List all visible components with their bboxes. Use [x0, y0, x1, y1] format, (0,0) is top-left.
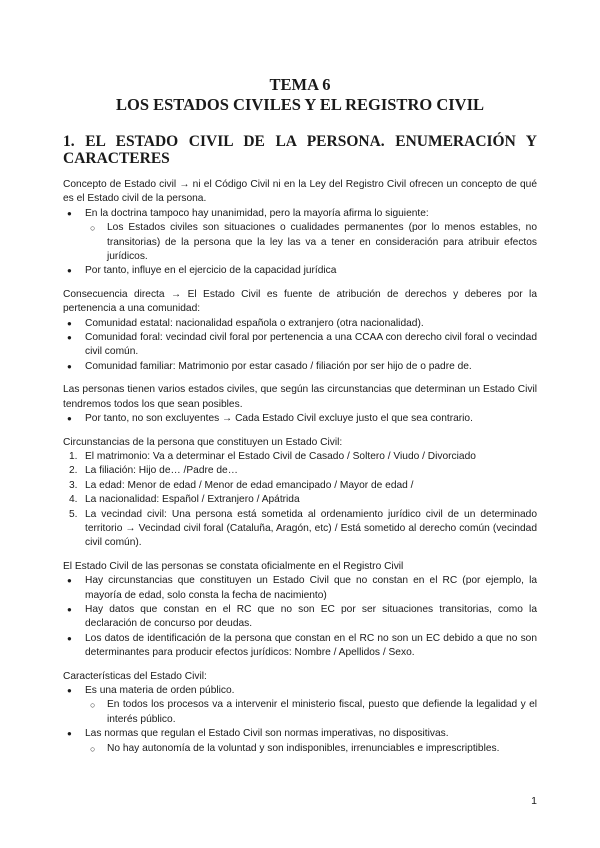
bullet-list — [63, 317, 537, 375]
document-body — [63, 178, 537, 765]
sub-list-item: ○ Los Estados civiles son situaciones o cualidades permanentes (por lo menos estables, no transitorias) de la persona que la ley las va a tener en consideración para atribuir efectos jurídicos. — [85, 221, 537, 264]
list-item: ● Por tanto, no son excluyentes → Cada Estado Civil excluye justo el que sea contrario. — [63, 412, 537, 426]
bullet-list — [63, 207, 537, 279]
numbered-item: 3. La edad: Menor de edad / Menor de edad emancipado / Mayor de edad / — [69, 479, 414, 491]
paragraph: Concepto de Estado civil → ni el Código Civil ni en la Ley del Registro Civil ofrecen un concepto de qué es el Estado civil de la persona. — [63, 179, 537, 205]
consecuencia-block — [63, 288, 537, 374]
list-item: ● Por tanto, influye en el ejercicio de la capacidad jurídica — [63, 264, 537, 278]
bullet-list — [63, 574, 537, 660]
registro-block — [63, 560, 537, 661]
numbered-item: 2. La filiación: Hijo de… /Padre de… — [69, 465, 238, 477]
numbered-item: 1. El matrimonio: Va a determinar el Estado Civil de Casado / Soltero / Viudo / Divorciado — [69, 450, 476, 462]
list-item: ● Es una materia de orden público. ○ En todos los procesos va a intervenir el ministerio fiscal, puesto que defiende la legalidad y el interés público. — [63, 684, 537, 727]
paragraph: El Estado Civil de las personas se constata oficialmente en el Registro Civil — [63, 560, 404, 572]
list-item: ● Comunidad foral: vecindad civil foral por pertenencia a una CCAA con derecho civil foral o vecindad civil común. — [63, 331, 537, 360]
paragraph: Características del Estado Civil: — [63, 670, 207, 682]
list-item: ● Las normas que regulan el Estado Civil son normas imperativas, no dispositivas. ○ No hay autonomía de la voluntad y son indisponibles, irrenunciables e imprescriptibles. — [63, 727, 537, 756]
sub-bullet-list — [85, 698, 537, 727]
concepto-block — [63, 178, 537, 279]
sub-bullet-list — [85, 221, 537, 264]
numbered-list — [63, 450, 537, 551]
page-number: 1 — [531, 795, 537, 807]
bullet-list — [63, 412, 537, 426]
list-item: ● Hay circunstancias que constituyen un Estado Civil que no constan en el RC (por ejemplo, la mayoría de edad, solo consta la fecha de nacimiento) — [63, 574, 537, 603]
list-item: ● Hay datos que constan en el RC que no son EC por ser situaciones transitorias, como la declaración de concurso por deudas. — [63, 603, 537, 632]
bullet-list — [63, 684, 537, 756]
numbered-item: 5. La vecindad civil: Una persona está sometida al ordenamiento jurídico civil de un determinado territorio → Vecindad civil foral (Cataluña, Aragón, etc) / Está sometido al derecho común (vecindad civil común). — [69, 508, 537, 549]
sub-bullet-list — [85, 742, 537, 756]
list-item: ● Los datos de identificación de la persona que constan en el RC no son un EC debido a que no son determinantes para producir efectos jurídicos: Nombre / Apellidos / Sexo. — [63, 632, 537, 661]
document-title — [0, 75, 600, 115]
paragraph: Las personas tienen varios estados civiles, que según las circunstancias que determinan un Estado Civil tendremos todos los que sean posibles. — [63, 384, 537, 410]
paragraph: Circunstancias de la persona que constituyen un Estado Civil: — [63, 436, 343, 448]
sub-list-item: ○ No hay autonomía de la voluntad y son indisponibles, irrenunciables e imprescriptibles. — [85, 742, 537, 756]
title-line-1: TEMA 6 — [269, 75, 331, 94]
circunstancias-block — [63, 436, 537, 551]
section-heading: 1. EL ESTADO CIVIL DE LA PERSONA. ENUMERACIÓN Y CARACTERES — [63, 133, 537, 167]
list-item: ● En la doctrina tampoco hay unanimidad, pero la mayoría afirma lo siguiente: ○ Los Estados civiles son situaciones o cualidades permanentes (por lo menos estables, no transitorias) de la persona que la ley las va a tener en consideración para atribuir efectos jurídicos. — [63, 207, 537, 265]
paragraph: Consecuencia directa → El Estado Civil es fuente de atribución de derechos y deberes por la pertenencia a una comunidad: — [63, 288, 537, 315]
list-item: ● Comunidad familiar: Matrimonio por estar casado / filiación por ser hijo de o padre de. — [63, 360, 537, 374]
numbered-item: 4. La nacionalidad: Español / Extranjero / Apátrida — [69, 494, 300, 506]
varios-block — [63, 383, 537, 426]
title-line-2: LOS ESTADOS CIVILES Y EL REGISTRO CIVIL — [115, 95, 484, 114]
sub-list-item: ○ En todos los procesos va a intervenir el ministerio fiscal, puesto que defiende la legalidad y el interés público. — [85, 698, 537, 727]
caracteristicas-block — [63, 670, 537, 756]
list-item: ● Comunidad estatal: nacionalidad española o extranjero (otra nacionalidad). — [63, 317, 537, 331]
